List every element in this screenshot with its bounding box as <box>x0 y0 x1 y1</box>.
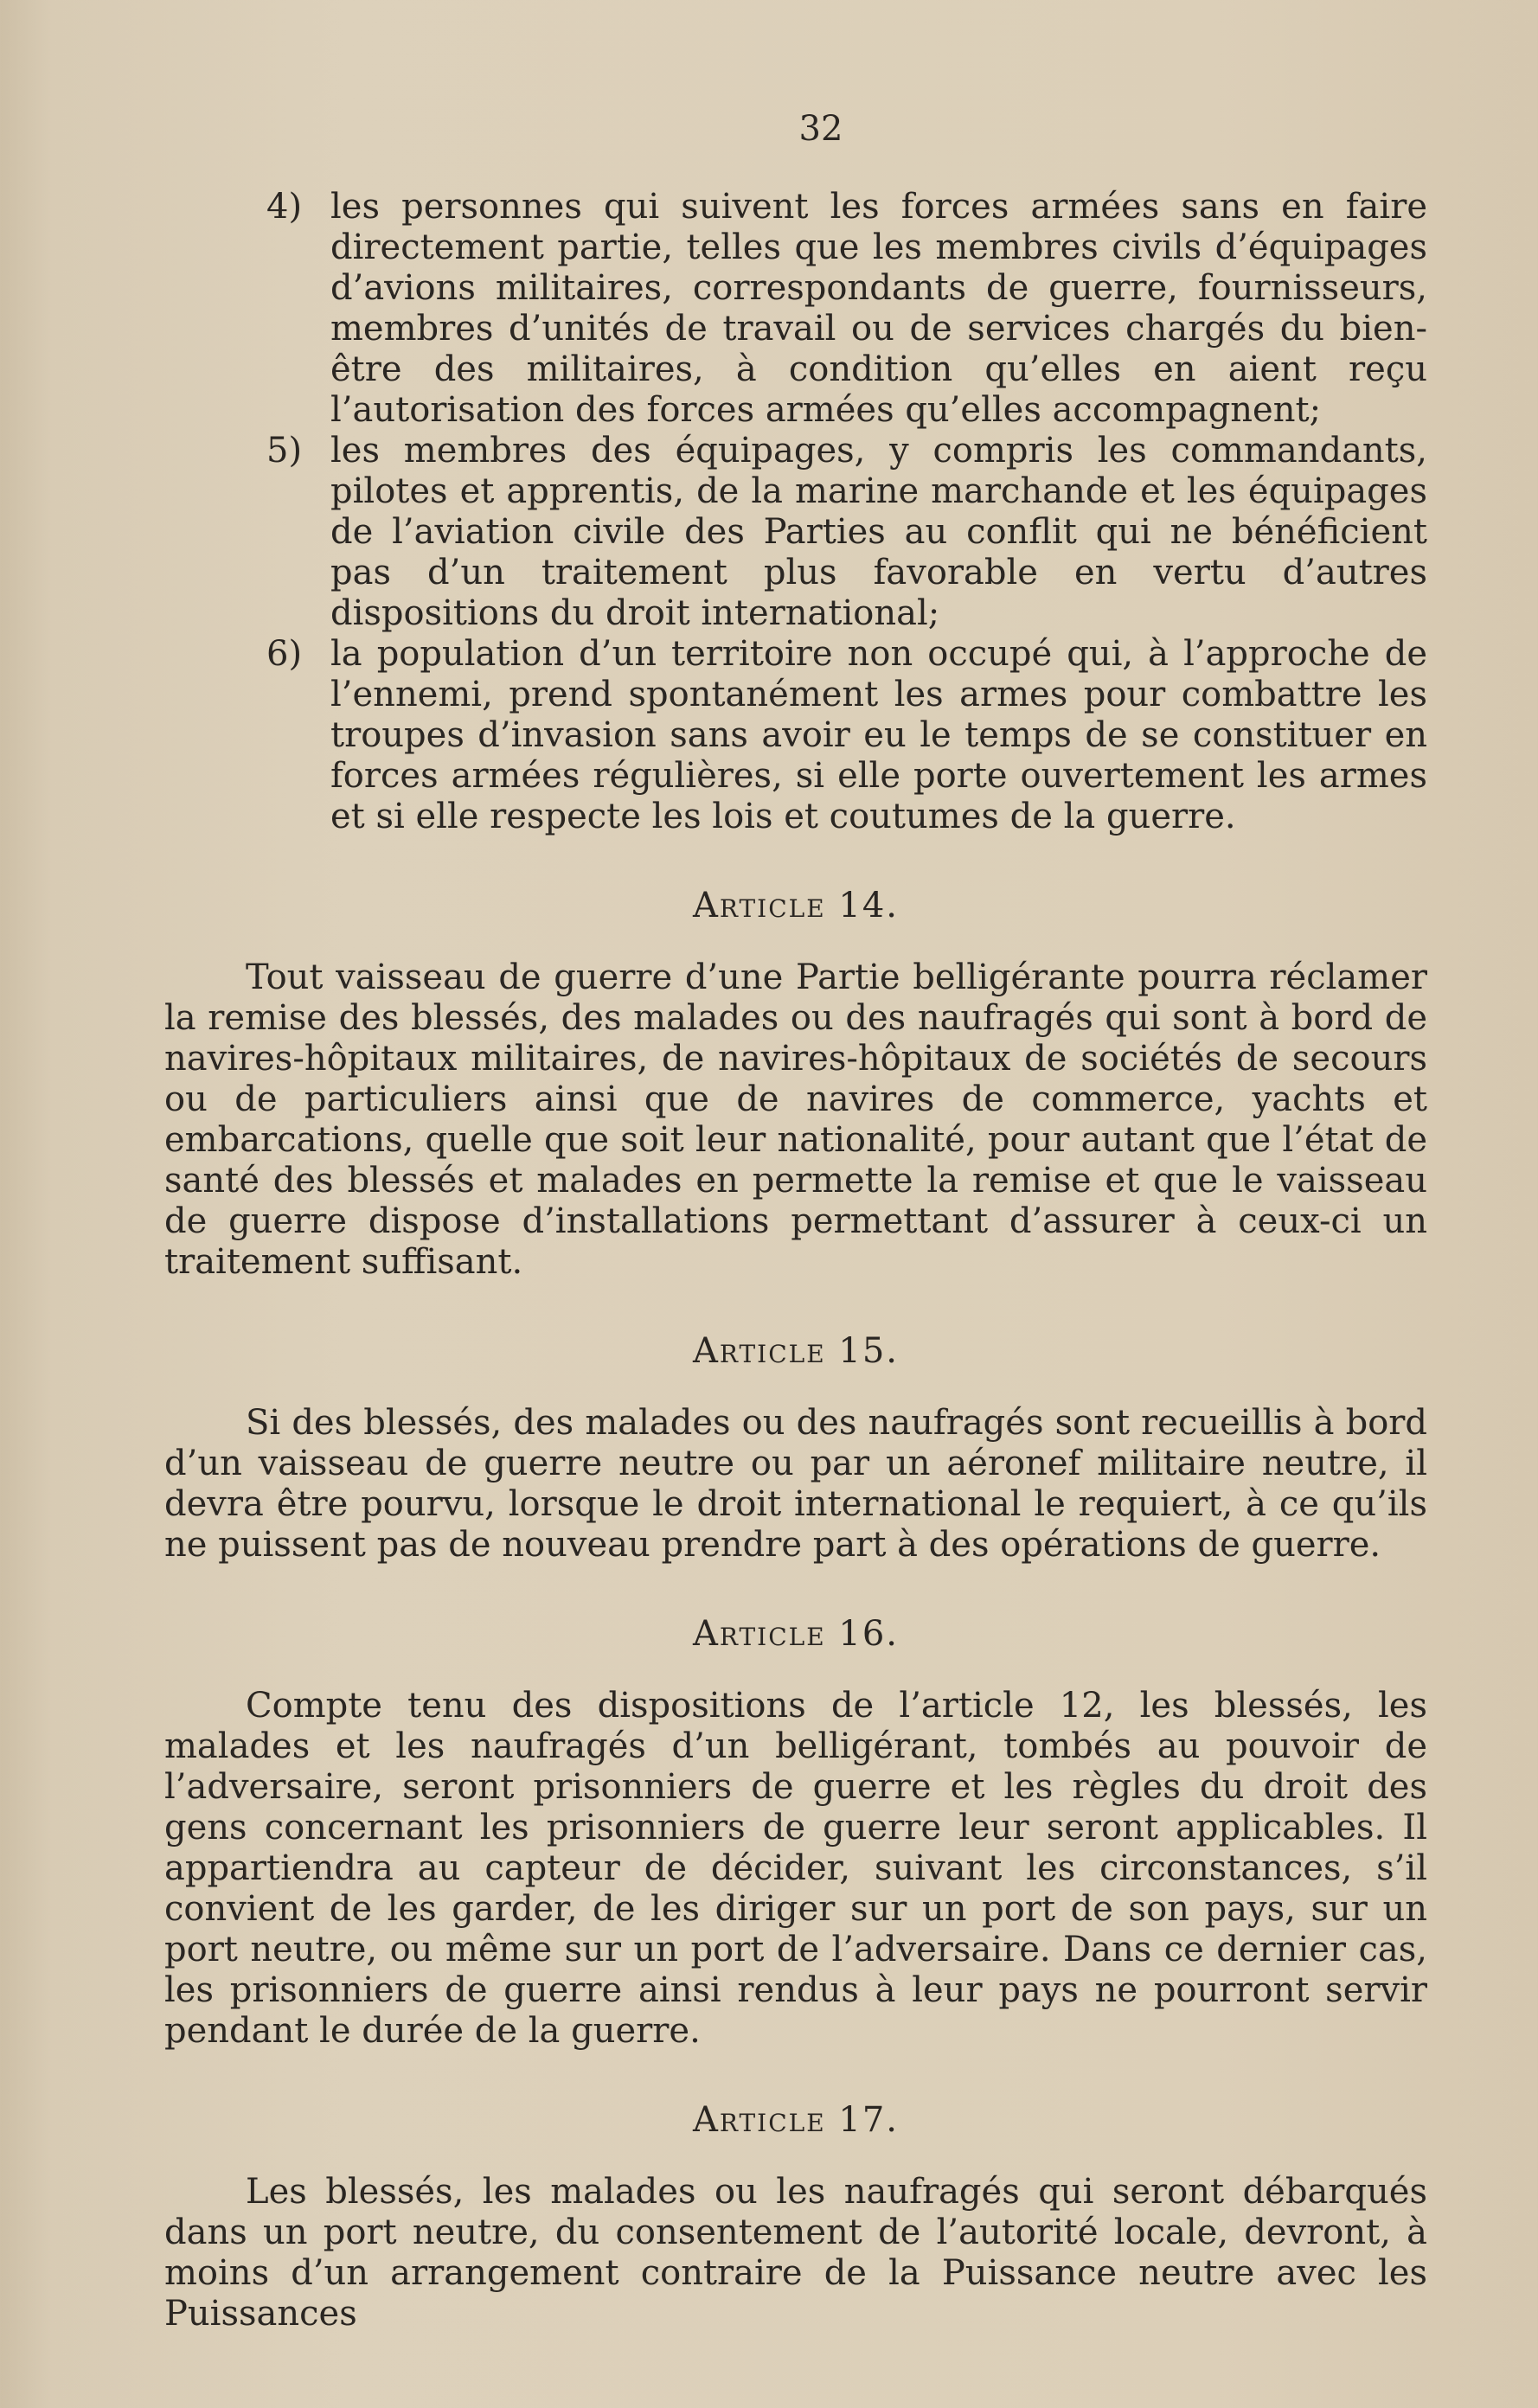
article-paragraph: Compte tenu des dispositions de l’article 12, les blessés, les malades et les naufragés d’un belligérant, tombés au pouvoir de l’adversaire, seront prisonniers de guerre et les règles du droit des gens concernant les prisonniers de guerre leur seront applicables. Il appartiendra au capteur de décider, suivant les circonstances, s’il convient de les garder, de les diriger sur un port de son pays, sur un port neutre, ou même sur un port de l’adversaire. Dans ce dernier cas, les prisonniers de guerre ainsi rendus à leur pays ne pourront servir pendant le durée de la guerre. <box>164 1686 1427 2051</box>
list-item-text: la population d’un territoire non occupé qui, à l’approche de l’ennemi, prend spontanément les armes pour combattre les troupes d’invasion sans avoir eu le temps de se constituer en forces armées régulières, si elle porte ouvertement les armes et si elle respecte les lois et coutumes de la guerre. <box>330 634 1427 836</box>
article-heading: Article 15. <box>693 1331 899 1371</box>
article-heading: Article 16. <box>693 1614 899 1654</box>
list-item-text: les membres des équipages, y compris les commandants, pilotes et apprentis, de la marine marchande et les équipages de l’aviation civile des Parties au conflit qui ne bénéficient pas d’un traitement plus favorable en vertu d’autres dispositions du droit international; <box>330 431 1427 633</box>
list-item <box>164 634 1427 837</box>
page-number: 32 <box>798 109 843 149</box>
article-heading: Article 17. <box>693 2100 899 2140</box>
page-content <box>164 187 1427 2334</box>
article-paragraph: Si des blessés, des malades ou des naufragés sont recueillis à bord d’un vaisseau de guerre neutre ou par un aéronef militaire neutre, il devra être pourvu, lorsque le droit international le requiert, à ce qu’ils ne puissent pas de nouveau prendre part à des opérations de guerre. <box>164 1403 1427 1565</box>
list-item-number: 6) <box>266 634 303 674</box>
article-paragraph: Tout vaisseau de guerre d’une Partie belligérante pourra réclamer la remise des blessés, des malades ou des naufragés qui sont à bord de navires-hôpitaux militaires, de navires-hôpitaux de sociétés de secours ou de particuliers ainsi que de navires de commerce, yachts et embarcations, quelle que soit leur nationalité, pour autant que l’état de santé des blessés et malades en permette la remise et que le vaisseau de guerre dispose d’installations permettant d’assurer à ceux-ci un traitement suffisant. <box>164 957 1427 1282</box>
list-item-text: les personnes qui suivent les forces armées sans en faire directement partie, telles que les membres civils d’équipages d’avions militaires, correspondants de guerre, fournisseurs, membres d’unités de travail ou de services chargés du bien-être des militaires, à condition qu’elles en aient reçu l’autorisation des forces armées qu’elles accompagnent; <box>330 187 1427 430</box>
list-item <box>164 431 1427 634</box>
list-item-number: 5) <box>266 431 303 471</box>
list-item-number: 4) <box>266 187 303 227</box>
article-heading: Article 14. <box>693 886 899 925</box>
article-paragraph: Les blessés, les malades ou les naufragés qui seront débarqués dans un port neutre, du consentement de l’autorité locale, devront, à moins d’un arrangement contraire de la Puissance neutre avec les Puissances <box>164 2172 1427 2334</box>
list-item <box>164 187 1427 431</box>
